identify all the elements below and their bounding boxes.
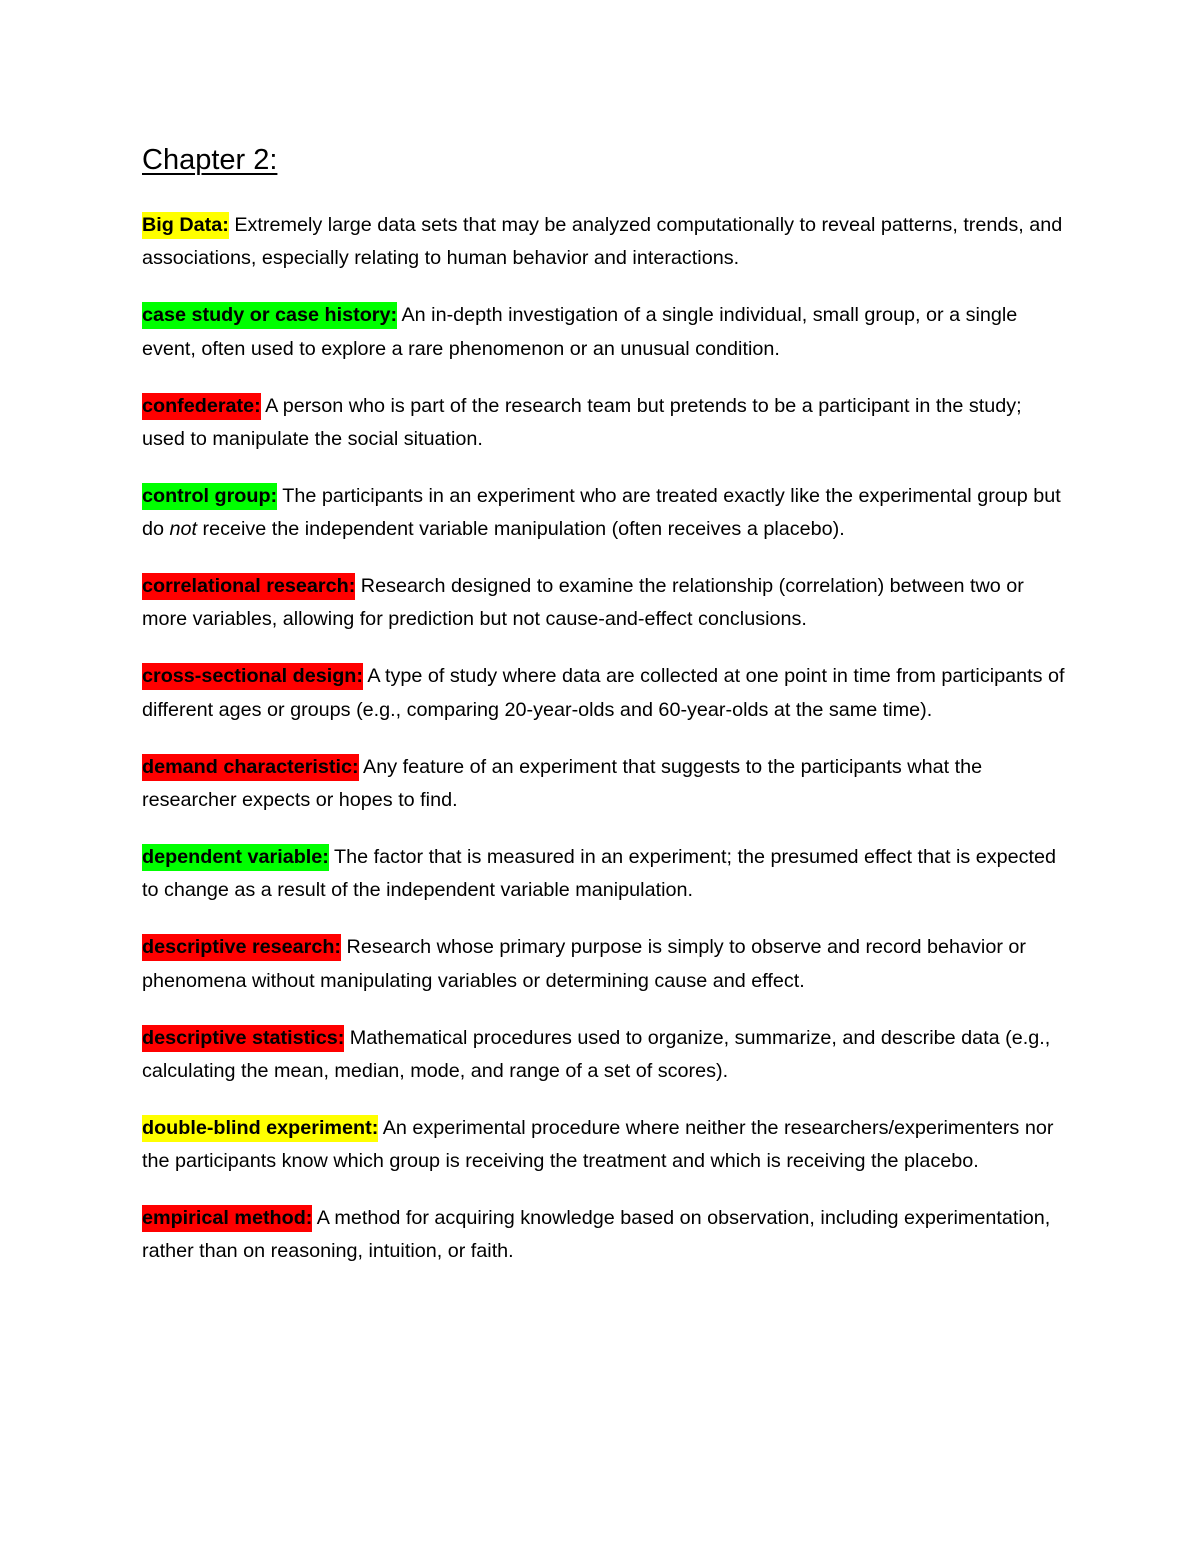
glossary-entry-confederate [142,390,1067,457]
definition-control-group-part-2: receive the independent variable manipulation (often receives a placebo). [197,518,845,541]
glossary-list [142,209,1067,1292]
definition-double-blind-experiment: An experimental procedure where neither the researchers/experimenters nor the participants know which group is receiving the treatment and which is receiving the placebo. [142,1116,1054,1173]
glossary-entry-dependent-variable [142,841,1067,908]
definition-demand-characteristic: Any feature of an experiment that suggests to the participants what the researcher expects or hopes to find. [142,755,983,811]
term-descriptive-statistics: descriptive statistics: [142,1025,344,1052]
glossary-entry-correlational-research [142,570,1067,637]
definition-cross-sectional-design: A type of study where data are collected at one point in time from participants of different ages or groups (e.g., comparing 20-year-olds and 60-year-olds at the same time). [142,665,1065,721]
term-correlational-research: correlational research: [142,573,355,600]
definition-case-study: An in-depth investigation of a single individual, small group, or a single event, often used to explore a rare phenomenon or an unusual condition. [142,304,1018,360]
glossary-entry-control-group [142,480,1067,547]
term-cross-sectional-design: cross-sectional design: [142,663,363,690]
glossary-entry-double-blind-experiment [142,1112,1067,1179]
definition-correlational-research: Research designed to examine the relationship (correlation) between two or more variables, allowing for prediction but not cause-and-effect conclusions. [142,575,1024,631]
glossary-entry-big-data [142,209,1067,276]
term-case-study: case study or case history: [142,302,397,329]
definition-descriptive-research: Research whose primary purpose is simply to observe and record behavior or phenomena without manipulating variables or determining cause and effect. [142,936,1026,992]
definition-confederate: A person who is part of the research team but pretends to be a participant in the study; used to manipulate the social situation. [142,394,1022,450]
definition-control-group-part-1: The participants in an experiment who are treated exactly like the experimental group but do [142,484,1061,541]
definition-big-data: Extremely large data sets that may be analyzed computationally to reveal patterns, trends, and associations, especially relating to human behavior and interactions. [142,214,1063,270]
chapter-title: Chapter 2: [142,144,278,176]
glossary-entry-case-study [142,299,1067,366]
term-double-blind-experiment: double-blind experiment: [142,1115,378,1142]
term-descriptive-research: descriptive research: [142,934,341,961]
glossary-entry-demand-characteristic [142,751,1067,818]
definition-control-group-emphasis: not [169,518,197,541]
term-empirical-method: empirical method: [142,1205,312,1232]
term-big-data: Big Data: [142,212,229,239]
glossary-entry-descriptive-research [142,931,1067,998]
glossary-entry-descriptive-statistics [142,1022,1067,1089]
glossary-entry-empirical-method [142,1202,1067,1269]
definition-dependent-variable: The factor that is measured in an experiment; the presumed effect that is expected to change as a result of the independent variable manipulation. [142,845,1057,902]
definition-empirical-method: A method for acquiring knowledge based on observation, including experimentation, rather than on reasoning, intuition, or faith. [142,1207,1051,1263]
term-control-group: control group: [142,483,277,510]
term-confederate: confederate: [142,393,261,420]
definition-descriptive-statistics: Mathematical procedures used to organize, summarize, and describe data (e.g., calculating the mean, median, mode, and range of a set of scores). [142,1026,1051,1082]
term-dependent-variable: dependent variable: [142,844,329,871]
term-demand-characteristic: demand characteristic: [142,754,359,781]
glossary-entry-cross-sectional-design [142,660,1067,727]
